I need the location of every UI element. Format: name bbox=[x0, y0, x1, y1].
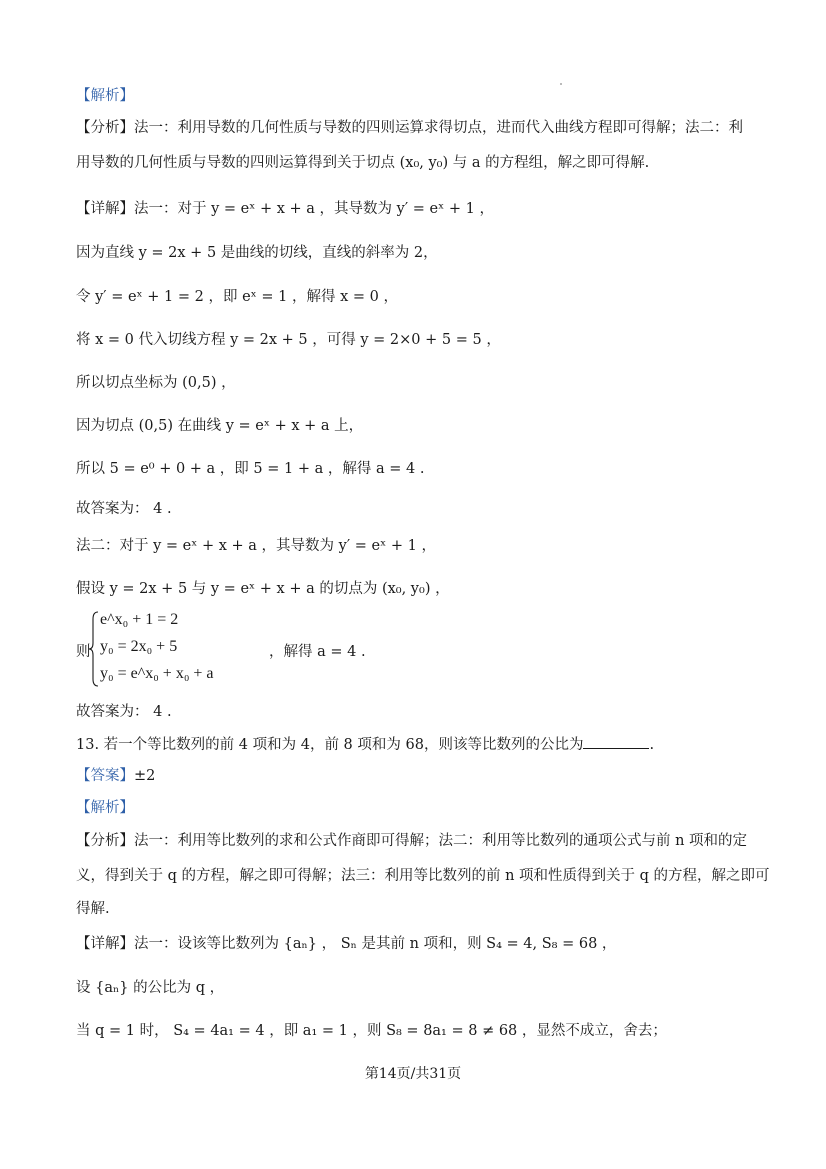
question-13-text: 13. 若一个等比数列的前 4 项和为 4，前 8 项和为 68，则该等比数列的公比为 bbox=[76, 737, 584, 753]
detail-line-1 bbox=[76, 199, 766, 219]
detail-line-3: 令 y′ = eˣ + 1 = 2 ，即 eˣ = 1 ，解得 x = 0 ， bbox=[76, 289, 399, 305]
analysis-tag: 【分析】 bbox=[76, 120, 134, 136]
system-equation-1: e^x₀ + 1 = 2 bbox=[100, 611, 179, 628]
scan-speck bbox=[560, 83, 562, 85]
answer-line-2: 故答案为： 4 . bbox=[76, 704, 172, 720]
q13-analysis-line-1 bbox=[76, 831, 766, 851]
equation-system bbox=[76, 611, 476, 691]
q13-detail-line-3: 当 q = 1 时， S₄ = 4a₁ = 4 ，即 a₁ = 1 ，则 S₈ = 8a₁ = 8 ≠ 68 ，显然不成立，舍去； bbox=[76, 1023, 667, 1039]
detail-line-6: 因为切点 (0,5) 在曲线 y = eˣ + x + a 上， bbox=[76, 418, 364, 434]
detail-text-1: 法一：对于 y = eˣ + x + a ，其导数为 y′ = eˣ + 1 ， bbox=[134, 201, 494, 217]
method2-line-1: 法二：对于 y = eˣ + x + a ，其导数为 y′ = eˣ + 1 ， bbox=[76, 538, 436, 554]
system-label: 则 bbox=[76, 644, 91, 660]
detail-line-2: 因为直线 y = 2x + 5 是曲线的切线，直线的斜率为 2， bbox=[76, 245, 438, 261]
answer-tag: 【答案】 bbox=[76, 768, 134, 784]
q13-analysis-text-2: 义，得到关于 q 的方程，解之即可得解；法三：利用等比数列的前 n 项和性质得到关于 q 的方程，解之即可 bbox=[76, 868, 770, 884]
q13-detail-line-1 bbox=[76, 934, 766, 954]
answer-blank bbox=[583, 734, 649, 749]
left-brace-icon bbox=[89, 611, 99, 687]
q13-answer: ±2 bbox=[134, 768, 156, 784]
detail-line-5: 所以切点坐标为 (0,5) ， bbox=[76, 375, 236, 391]
system-result: ，解得 a = 4 . bbox=[269, 644, 366, 660]
detail-line-4: 将 x = 0 代入切线方程 y = 2x + 5 ，可得 y = 2×0 + 5 = 5 ， bbox=[76, 332, 501, 348]
q13-detail-text-1: 法一：设该等比数列为 {aₙ} ， Sₙ 是其前 n 项和，则 S₄ = 4, S₈ = 68 ， bbox=[134, 936, 617, 952]
q13-analysis-text-1: 法一：利用等比数列的求和公式作商即可得解；法二：利用等比数列的通项公式与前 n 项和的定 bbox=[134, 833, 748, 849]
detail-tag: 【详解】 bbox=[76, 201, 134, 217]
q13-answer-line bbox=[76, 766, 766, 786]
question-13-end: . bbox=[649, 737, 655, 753]
analysis-text-1: 法一：利用导数的几何性质与导数的四则运算求得切点，进而代入曲线方程即可得解；法二：利 bbox=[134, 120, 743, 136]
analysis-text-2: 用导数的几何性质与导数的四则运算得到关于切点 (x₀, y₀) 与 a 的方程组，解之即可得解. bbox=[76, 155, 650, 171]
q13-detail-tag: 【详解】 bbox=[76, 936, 134, 952]
detail-line-7: 所以 5 = e⁰ + 0 + a ，即 5 = 1 + a ，解得 a = 4 . bbox=[76, 461, 425, 477]
system-equation-3: y₀ = e^x₀ + x₀ + a bbox=[100, 665, 214, 682]
jiexi-tag: 【解析】 bbox=[76, 88, 134, 104]
method2-line-2: 假设 y = 2x + 5 与 y = eˣ + x + a 的切点为 (x₀, y₀) ， bbox=[76, 581, 450, 597]
answer-line-1: 故答案为： 4 . bbox=[76, 501, 172, 517]
system-equation-2: y₀ = 2x₀ + 5 bbox=[100, 638, 178, 655]
q13-analysis-text-3: 得解. bbox=[76, 901, 110, 917]
analysis-paragraph-line-1 bbox=[76, 118, 766, 138]
question-13 bbox=[76, 734, 766, 755]
q13-analysis-tag: 【分析】 bbox=[76, 833, 134, 849]
q13-detail-line-2: 设 {aₙ} 的公比为 q ， bbox=[76, 980, 225, 996]
page-footer: 第14页/共31页 bbox=[364, 1066, 462, 1082]
q13-jiexi-tag: 【解析】 bbox=[76, 800, 134, 816]
